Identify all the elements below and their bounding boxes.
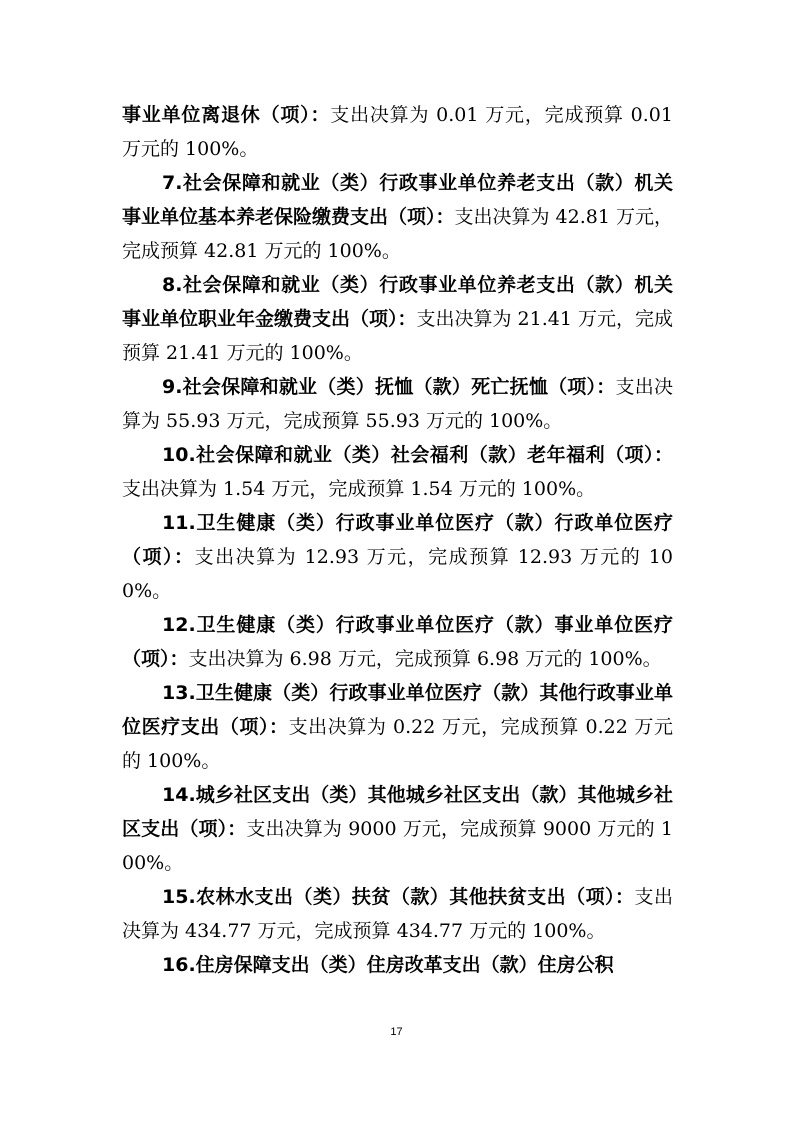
- paragraph-text: 支出决算为 0.01 万元，完成预算 0.01 万元的 100%。: [122, 104, 673, 160]
- paragraph: [122, 268, 673, 370]
- paragraph-text: 支出决算为 21.41 万元，完成预算 21.41 万元的 100%。: [122, 308, 673, 364]
- paragraph-text: 支出决算为 1.54 万元，完成预算 1.54 万元的 100%。: [122, 478, 596, 500]
- paragraph-heading: 12.卫生健康（类）行政事业单位医疗（款）事业单位医疗（项）：: [122, 614, 673, 670]
- paragraph: [122, 98, 673, 166]
- paragraph: [122, 676, 673, 778]
- paragraph: [122, 948, 673, 982]
- paragraph-heading: 11.卫生健康（类）行政事业单位医疗（款）行政单位医疗（项）：: [122, 512, 673, 568]
- paragraph-heading: 10.社会保障和就业（类）社会福利（款）老年福利（项）：: [162, 444, 673, 466]
- paragraph-heading: 14.城乡社区支出（类）其他城乡社区支出（款）其他城乡社区支出（项）：: [122, 784, 673, 840]
- paragraph-heading: 事业单位离退休（项）：: [122, 104, 331, 126]
- paragraph: [122, 438, 673, 506]
- paragraph-text: 支出决算为 0.22 万元，完成预算 0.22 万元的 100%。: [122, 716, 673, 772]
- paragraph-heading: 15.农林水支出（类）扶贫（款）其他扶贫支出（项）：: [162, 886, 635, 908]
- paragraph-text: 支出决算为 6.98 万元，完成预算 6.98 万元的 100%。: [188, 648, 662, 670]
- paragraph: [122, 506, 673, 608]
- paragraph: [122, 880, 673, 948]
- paragraph-heading: 8.社会保障和就业（类）行政事业单位养老支出（款）机关事业单位职业年金缴费支出（项）：: [122, 274, 673, 330]
- paragraph-text: 支出决算为 12.93 万元，完成预算 12.93 万元的 100%。: [122, 546, 673, 602]
- paragraph: [122, 778, 673, 880]
- paragraph-text: 支出决算为 55.93 万元，完成预算 55.93 万元的 100%。: [122, 376, 673, 432]
- paragraph-heading: 7.社会保障和就业（类）行政事业单位养老支出（款）机关事业单位基本养老保险缴费支出（项）：: [122, 172, 673, 228]
- paragraph-heading: 13.卫生健康（类）行政事业单位医疗（款）其他行政事业单位医疗支出（项）：: [122, 682, 673, 738]
- document-body: [122, 98, 673, 982]
- paragraph-text: 支出决算为 9000 万元，完成预算 9000 万元的 100%。: [122, 818, 673, 874]
- paragraph-heading: 9.社会保障和就业（类）抚恤（款）死亡抚恤（项）：: [162, 376, 616, 398]
- page-number: 17: [390, 1026, 403, 1038]
- paragraph: [122, 370, 673, 438]
- paragraph-heading: 16.住房保障支出（类）住房改革支出（款）住房公积: [162, 954, 614, 976]
- paragraph: [122, 608, 673, 676]
- paragraph-text: 支出决算为 42.81 万元，完成预算 42.81 万元的 100%。: [122, 206, 673, 262]
- paragraph: [122, 166, 673, 268]
- paragraph-text: 支出决算为 434.77 万元，完成预算 434.77 万元的 100%。: [122, 886, 673, 942]
